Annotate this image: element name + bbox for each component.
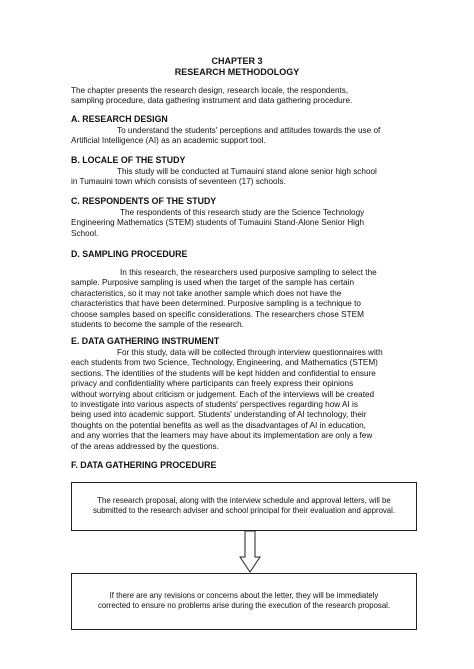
- text-line: each students from two Science, Technology, Engineering, and Mathematics (STEM): [71, 358, 378, 368]
- text-line: thoughts on the potential benefits as well as the disadvantages of AI in education,: [71, 420, 366, 430]
- section-heading-sampling: D. SAMPLING PROCEDURE: [71, 249, 188, 259]
- text-line: Artificial Intelligence (AI) as an academic support tool.: [71, 136, 266, 146]
- text-line: being used into academic support. Students' understanding of AI technology, their: [71, 410, 367, 420]
- flowchart-step-1: [71, 482, 417, 531]
- section-heading-locale: B. LOCALE OF THE STUDY: [71, 155, 186, 165]
- text-line: sample. Purposive sampling is used when the target of the sample has certain: [71, 278, 355, 288]
- text-line: sections. The identities of the students will be kept hidden and confidential to ensure: [71, 368, 376, 378]
- text-line: characteristics that have been determined. Purposive sampling is a technique to: [71, 299, 361, 309]
- text-line: to investigate into various aspects of students' perspectives regarding how AI is: [71, 400, 358, 410]
- chapter-label: CHAPTER 3: [211, 56, 263, 66]
- flowchart-text-line: The research proposal, along with the interview schedule and approval letters, will be: [97, 496, 391, 505]
- research-design-paragraph: [71, 126, 411, 147]
- text-line: and any worries that the learners may have about its implementation are only a few: [71, 431, 373, 441]
- text-line: Engineering Mathematics (STEM) students of Tumauini Stand-Alone Senior High: [71, 218, 365, 228]
- down-arrow-icon: [239, 531, 261, 573]
- locale-paragraph: [71, 167, 411, 188]
- text-line: characteristics, so it may not take another sample which does not have the: [71, 288, 342, 298]
- text-line: This study will be conducted at Tumauini stand alone senior high school: [117, 167, 377, 176]
- text-line: The respondents of this research study are the Science Technology: [120, 208, 365, 217]
- section-heading-research-design: A. RESEARCH DESIGN: [71, 114, 168, 124]
- sampling-paragraph: [71, 268, 411, 330]
- section-heading-instrument: E. DATA GATHERING INSTRUMENT: [71, 336, 220, 346]
- text-line: students to become the sample of the research.: [71, 320, 244, 330]
- text-line: privacy and confidentiality where participants can freely express their opinions: [71, 379, 354, 389]
- text-line: The chapter presents the research design, research locale, the respondents,: [71, 86, 349, 95]
- text-line: School.: [71, 228, 99, 238]
- text-line: in Tumauini town which consists of seventeen (17) schools.: [71, 177, 286, 187]
- section-heading-procedure: F. DATA GATHERING PROCEDURE: [71, 460, 217, 470]
- intro-paragraph: [71, 86, 411, 107]
- flowchart-step-2: [71, 573, 417, 630]
- page-title: RESEARCH METHODOLOGY: [174, 67, 300, 77]
- text-line: of the areas addressed by the questions.: [71, 441, 219, 451]
- respondents-paragraph: [71, 208, 411, 239]
- flowchart-text-line: submitted to the research adviser and school principal for their evaluation and approval.: [92, 506, 396, 515]
- flowchart-text-line: If there are any revisions or concerns about the letter, they will be immediately: [109, 591, 379, 600]
- section-heading-respondents: C. RESPONDENTS OF THE STUDY: [71, 196, 217, 206]
- text-line: choose samples based on specific considerations. The researchers chose STEM: [71, 309, 364, 319]
- text-line: without worrying about criticism or judgement. Each of the interviews will be created: [71, 389, 375, 399]
- flowchart-text-line: corrected to ensure no problems arise during the execution of the research proposal.: [97, 601, 391, 610]
- text-line: For this study, data will be collected through interview questionnaires with: [117, 348, 383, 357]
- text-line: To understand the students' perceptions and attitudes towards the use of: [117, 126, 381, 135]
- text-line: In this research, the researchers used purposive sampling to select the: [120, 268, 377, 277]
- text-line: sampling procedure, data gathering instrument and data gathering procedure.: [71, 96, 353, 106]
- instrument-paragraph: [71, 348, 411, 452]
